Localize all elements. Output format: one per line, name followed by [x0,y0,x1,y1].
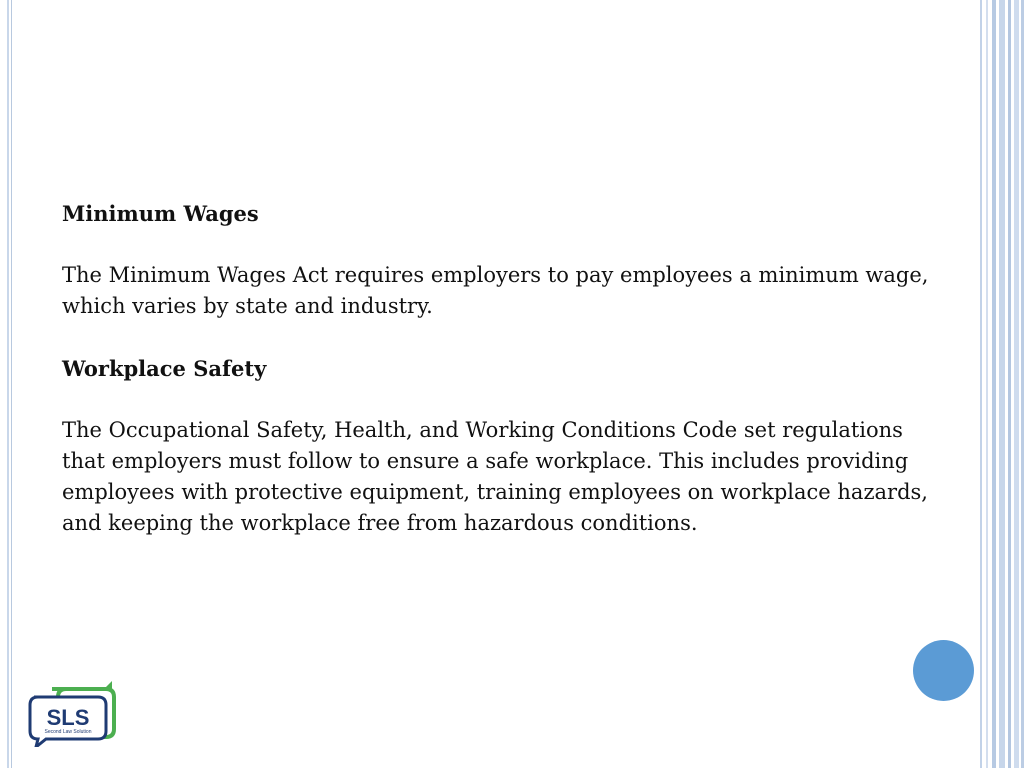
slide-body [62,198,942,539]
sls-logo [26,681,118,747]
logo-tagline: Second Law Solution [44,729,92,735]
left-border-stripe [11,0,12,768]
section-text-workplace-safety: The Occupational Safety, Health, and Working Conditions Code set regulations that employers must follow to ensure a safe workplace. This includes providing employees with protective equipment, training employees on workplace hazards, and keeping the workplace free from hazardous conditions. [62,418,928,535]
right-border-decoration [980,0,1024,768]
section-text-minimum-wages: The Minimum Wages Act requires employers to pay employees a minimum wage, which varies by state and industry. [62,263,929,318]
logo-letters: SLS [46,705,90,730]
left-border-stripe [7,0,9,768]
section-heading-workplace-safety: Workplace Safety [62,356,267,381]
section-heading-minimum-wages: Minimum Wages [62,201,259,226]
decorative-circle [913,640,974,701]
